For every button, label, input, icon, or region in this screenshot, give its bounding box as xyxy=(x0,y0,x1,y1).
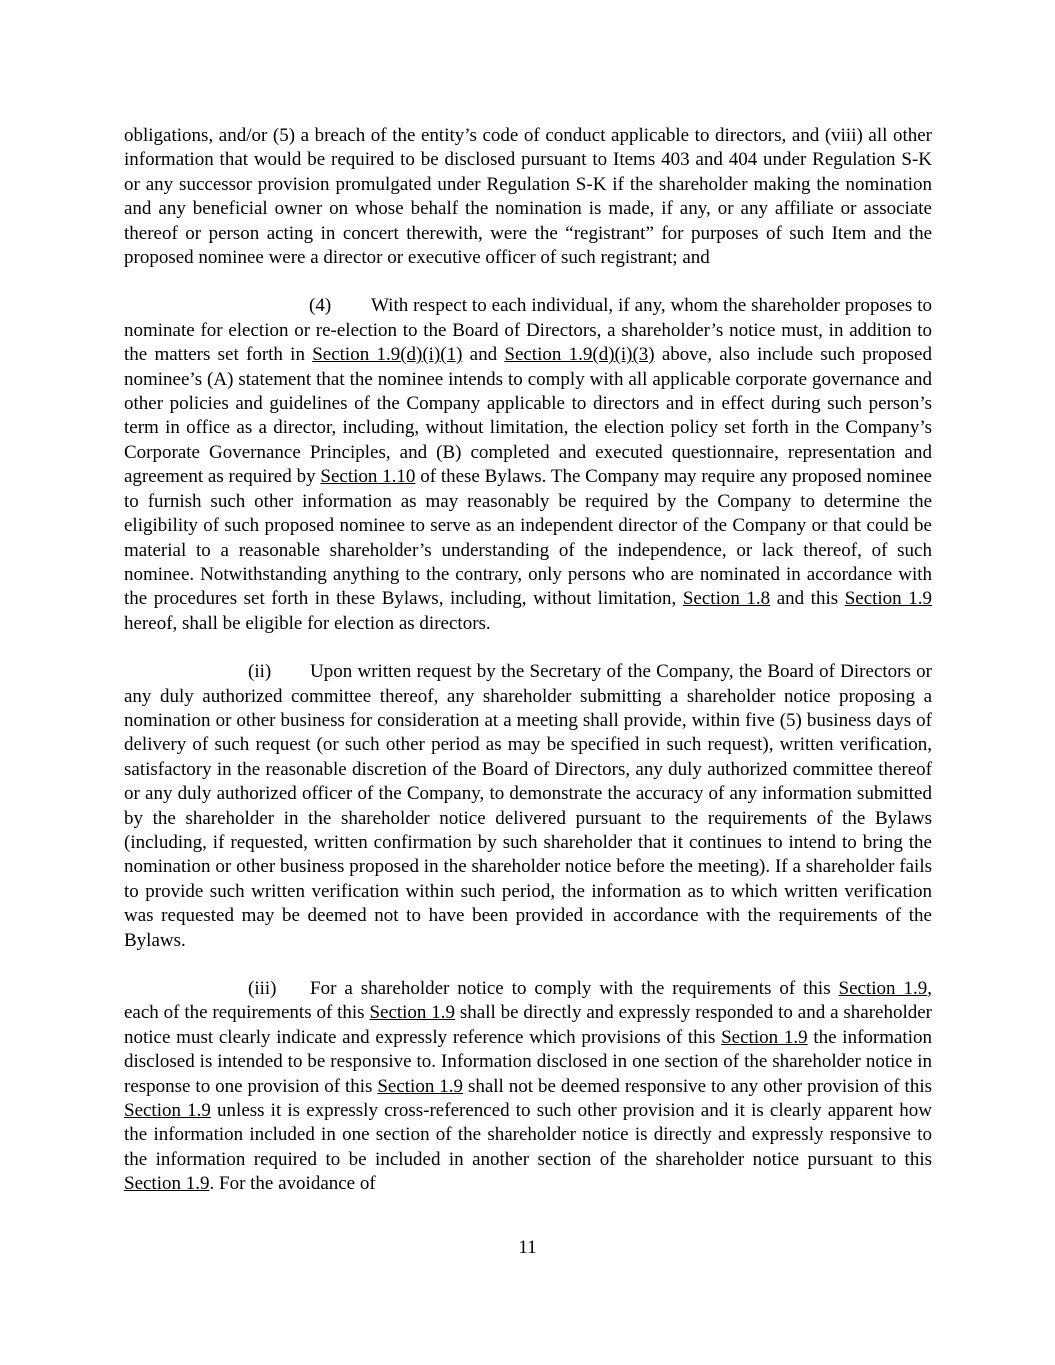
section-reference: Section 1.9 xyxy=(721,1026,808,1048)
paragraph-text: For a shareholder notice to comply with the requirements of this xyxy=(310,978,839,999)
paragraph-text: unless it is expressly cross-referenced to such other provision and it is clearly apparent how the information included in one section of the shareholder notice is directly and expressly responsive to the information required to be included in another section of the shareholder notice pursuant to this xyxy=(124,1100,932,1170)
section-reference: Section 1.9(d)(i)(1) xyxy=(312,344,463,366)
paragraph-text: obligations, and/or (5) a breach of the entity’s code of conduct applicable to directors, and (viii) all other information that would be required to be disclosed pursuant to Items 403 and 404 under Regulation S-K or any successor provision promulgated under Regulation S-K if the shareholder making the nomination and any beneficial owner on whose behalf the nomination is made, if any, or any affiliate or associate thereof or person acting in concert therewith, were the “registrant” for purposes of such Item and the proposed nominee were a director or executive officer of such registrant; and xyxy=(124,125,932,269)
paragraph-text: . For the avoidance of xyxy=(209,1173,376,1195)
paragraph xyxy=(124,660,932,953)
paragraph-text: With respect to each individual, if any, whom the shareholder proposes to nominate for election or re-election to the Board of Directors, a shareholder’s notice must, in addition to the matters set forth in xyxy=(124,295,932,366)
paragraph-text: the information disclosed is intended to be responsive to. Information disclosed in one section of the shareholder notice in response to one provision of this xyxy=(124,1026,932,1097)
paragraph-text: and xyxy=(462,344,505,366)
paragraph-text: of these Bylaws. The Company may require any proposed nominee to furnish such other information as may reasonably be required by the Company to determine the eligibility of such proposed nominee to serve as an independent director of the Company or that could be material to a reasonable shareholder’s understanding of the independence, or lack thereof, of such nominee. Notwithstanding anything to the contrary, only persons who are nominated in accordance with the procedures set forth in these Bylaws, including, without limitation, xyxy=(124,466,932,610)
paragraph xyxy=(124,124,932,270)
section-reference: Section 1.9 xyxy=(124,1100,211,1122)
section-reference: Section 1.9 xyxy=(124,1173,210,1195)
section-reference: Section 1.10 xyxy=(320,466,416,488)
paragraph-label: (iii) xyxy=(248,978,277,999)
paragraph-text: , each of the requirements of this xyxy=(124,978,932,1024)
paragraph-text: above, also include such proposed nominee’s (A) statement that the nominee intends to comply with all applicable corporate governance and other policies and guidelines of the Company applicable to directors and in effect during such person’s term in office as a director, including, without limitation, the election policy set forth in the Company’s Corporate Governance Principles, and (B) completed and executed questionnaire, representation and agreement as required by xyxy=(124,344,932,488)
paragraph xyxy=(124,977,932,1197)
paragraph-text: hereof, shall be eligible for election as directors. xyxy=(124,612,491,634)
page-number: 11 xyxy=(518,1237,537,1258)
paragraph-text: Upon written request by the Secretary of the Company, the Board of Directors or any duly authorized committee thereof, any shareholder submitting a shareholder notice proposing a nomination or other business for consideration at a meeting shall provide, within five (5) business days of delivery of such request (or such other period as may be specified in such request), written verification, satisfactory in the reasonable discretion of the Board of Directors, any duly authorized committee thereof or any duly authorized officer of the Company, to demonstrate the accuracy of any information submitted by the shareholder in the shareholder notice delivered pursuant to the requirements of the Bylaws (including, if requested, written confirmation by such shareholder that it continues to intend to bring the nomination or other business proposed in the shareholder notice before the meeting). If a shareholder fails to provide such written verification within such period, the information as to which written verification was requested may be deemed not to have been provided in accordance with the requirements of the Bylaws. xyxy=(124,661,932,951)
paragraph-label: (ii) xyxy=(248,661,272,683)
paragraph xyxy=(124,294,932,636)
paragraph-text: and this xyxy=(770,588,845,610)
section-reference: Section 1.9 xyxy=(844,588,932,610)
body-text xyxy=(124,124,932,1197)
section-reference: Section 1.9 xyxy=(369,1002,456,1024)
paragraph-label: (4) xyxy=(309,295,332,317)
section-reference: Section 1.9 xyxy=(377,1075,464,1097)
section-reference: Section 1.9(d)(i)(3) xyxy=(504,344,655,366)
section-reference: Section 1.9 xyxy=(838,978,928,999)
section-reference: Section 1.8 xyxy=(682,588,771,610)
paragraph-text: shall not be deemed responsive to any other provision of this xyxy=(463,1075,932,1097)
paragraph-text: shall be directly and expressly responded to and a shareholder notice must clearly indicate and expressly reference which provisions of this xyxy=(124,1002,932,1048)
